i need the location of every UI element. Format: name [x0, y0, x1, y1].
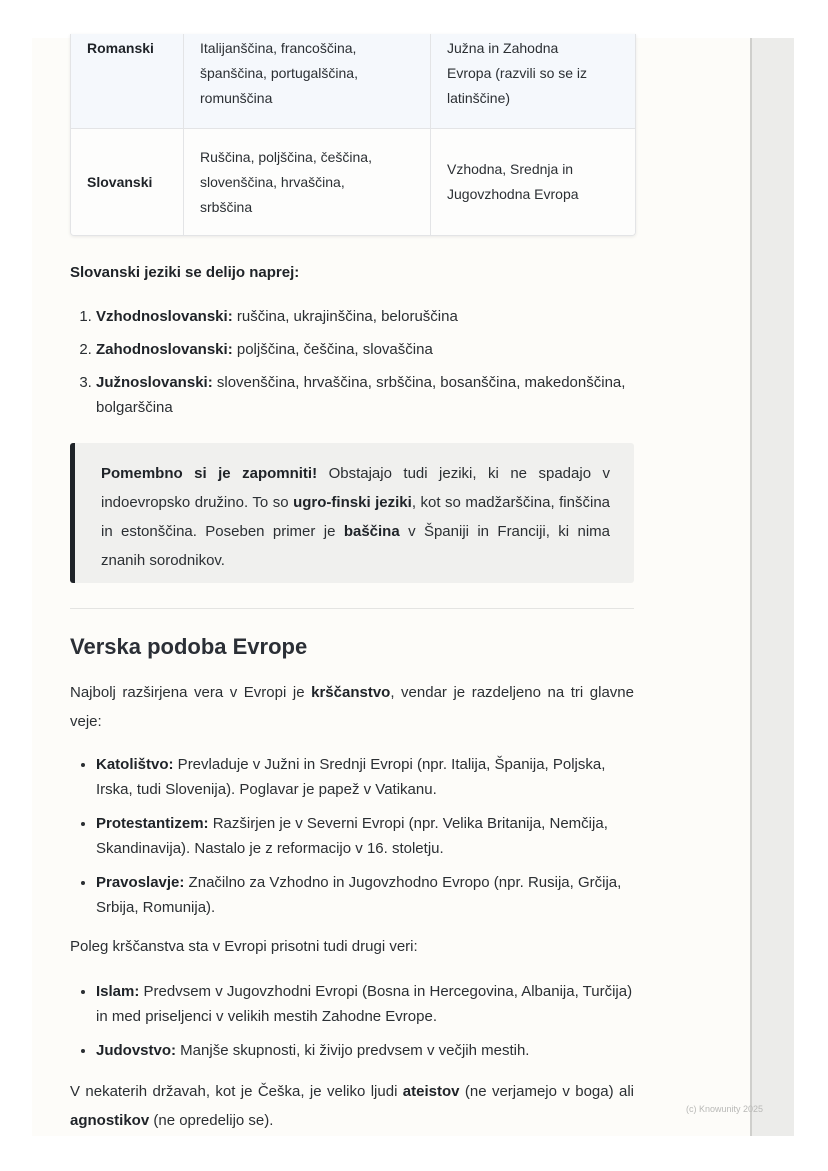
list-item: • Pravoslavje: Značilno za Vzhodno in Jugovzhodno Evropo (npr. Rusija, Grčija, Srbija, Romunija).	[96, 870, 634, 920]
other-religions-list	[70, 979, 634, 1072]
list-item: • Judovstvo: Manjše skupnosti, ki živijo predvsem v večjih mestih.	[96, 1038, 634, 1063]
table-cell-languages: Italijanščina, francoščina, španščina, portugalščina, romunščina	[184, 34, 431, 128]
document-page	[32, 38, 750, 1136]
copyright-watermark: (c) Knowunity 2025	[686, 1104, 764, 1114]
table-cell-group: Romanski	[71, 34, 184, 128]
list-item: • Islam: Predvsem v Jugovzhodni Evropi (Bosna in Hercegovina, Albanija, Turčija) in med priseljenci v velikih mestih Zahodne Evrope.	[96, 979, 634, 1029]
religion-intro-paragraph: Najbolj razširjena vera v Evropi je krščanstvo, vendar je razdeljeno na tri glavne veje:	[70, 684, 634, 730]
table-cell-group: Slovanski	[71, 129, 184, 235]
table-cell-region: Vzhodna, Srednja in Jugovzhodna Evropa	[447, 161, 579, 202]
slavic-subheading: Slovanski jeziki se delijo naprej:	[70, 264, 300, 281]
table-row	[71, 34, 635, 128]
table-cell-region: Južna in Zahodna Evropa (razvili so se iz latinščine)	[447, 40, 588, 106]
religion-section-heading: Verska podoba Evrope	[70, 634, 308, 659]
closing-paragraph: V nekaterih državah, kot je Češka, je veliko ljudi ateistov (ne verjamejo v boga) ali agnostikov (ne opredelijo se).	[70, 1083, 635, 1129]
list-item: 2. Zahodnoslovanski: poljščina, češčina, slovaščina	[96, 337, 634, 362]
other-religions-intro: Poleg krščanstva sta v Evropi prisotni tudi drugi veri:	[70, 938, 418, 955]
slavic-branches-list	[70, 304, 634, 428]
list-item: 3. Južnoslovanski: slovenščina, hrvaščina, srbščina, bosanščina, makedonščina, bolgarščina	[96, 370, 634, 420]
section-divider	[70, 608, 634, 609]
language-groups-table	[70, 34, 636, 236]
table-row	[71, 128, 635, 235]
list-item: 1. Vzhodnoslovanski: ruščina, ukrajinščina, beloruščina	[96, 304, 634, 329]
list-item: • Protestantizem: Razširjen je v Severni Evropi (npr. Velika Britanija, Nemčija, Skandinavija). Nastalo je z reformacijo v 16. stoletju.	[96, 811, 634, 861]
important-note-callout: Pomembno si je zapomniti! Obstajajo tudi jeziki, ki ne spadajo v indoevropsko družino. To so ugro-finski jeziki, kot so madžarščina, finščina in estonščina. Poseben primer je baščina v Španiji in Franciji, ki nima znanih sorodnikov.	[70, 443, 634, 583]
christian-branches-list	[70, 752, 634, 929]
table-cell-languages: Ruščina, poljščina, češčina, slovenščina, hrvaščina, srbščina	[184, 129, 431, 235]
scrollbar[interactable]	[750, 38, 794, 1136]
list-item: • Katolištvo: Prevladuje v Južni in Srednji Evropi (npr. Italija, Španija, Poljska, Irska, tudi Slovenija). Poglavar je papež v Vatikanu.	[96, 752, 634, 802]
